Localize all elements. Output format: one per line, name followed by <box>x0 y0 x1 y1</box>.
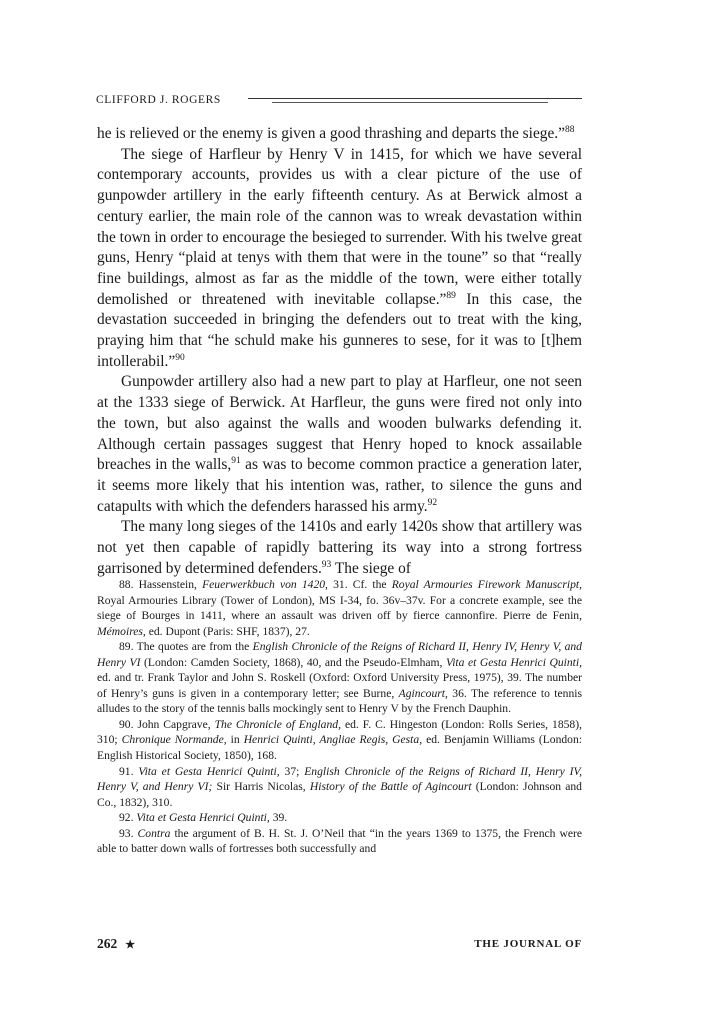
paragraph-2-text-b: In this case, the devastation succeeded in bringing the defenders out to treat with the king, praying him that “he schuld make his gunneres to sese, for it was to [t]hem intollerabil.” <box>97 290 582 370</box>
fn91-part: Sir Harris Nicolas, <box>212 780 310 794</box>
fn91-part: 37; <box>279 764 305 778</box>
fn93-title: Contra <box>137 826 171 840</box>
page-footer <box>97 936 582 956</box>
header-rule-upper <box>248 98 582 99</box>
fn90-part: 90. John Capgrave, <box>119 717 215 731</box>
fn90-part: ed. Benjamin Williams (London: English Historical Society, 1850), 168. <box>97 733 582 763</box>
fn90-title: Chronique Normande, <box>121 733 227 747</box>
fn88-part: ed. Dupont (Paris: SHF, 1837), 27. <box>145 624 310 638</box>
paragraph-4-text-a: The many long sieges of the 1410s and early 1420s show that artillery was not yet then capable of rapidly battering its way into a strong fortress garrisoned by determined defenders. <box>97 518 582 577</box>
page-number: 262 <box>97 936 118 951</box>
fn91-title: History of the Battle of Agincourt <box>309 780 472 794</box>
fn88-part: 31. Cf. the <box>327 578 392 591</box>
paragraph-1-text: he is relieved or the enemy is given a good thrashing and departs the siege.” <box>97 125 565 142</box>
footnote-89 <box>97 639 582 717</box>
paragraph-3 <box>97 372 582 517</box>
fn90-title: The Chronicle of England, <box>214 717 341 731</box>
fn91-title: Vita et Gesta Henrici Quinti, <box>138 764 280 778</box>
fn88-part: Royal Armouries Library (Tower of London), MS I-34, fo. 36v–37v. For a concrete example, see the siege of Bourges in 1411, where an assault was driven off by fierce cannonfire. Pierre de Fenin, <box>97 593 582 623</box>
fn92-title: Vita et Gesta Henrici Quinti, <box>136 811 270 825</box>
fn88-title: Royal Armouries Firework Manuscript, <box>391 578 582 591</box>
paragraph-4 <box>97 517 582 579</box>
fn90-part: in <box>226 733 244 747</box>
fn89-title: Agincourt, <box>398 686 448 700</box>
footnote-88 <box>97 577 582 639</box>
fn90-part: ed. F. C. Hingeston (London: Rolls Series, 1858), 310; <box>97 717 582 747</box>
footnote-ref-93[interactable]: 93 <box>321 559 332 570</box>
fn91-part: (London: Johnson and Co., 1832), 310. <box>97 780 582 809</box>
paragraph-2 <box>97 145 582 373</box>
fn92-part: 39. <box>269 811 288 825</box>
footnote-91 <box>97 764 582 811</box>
fn93-part: 93. <box>119 826 138 840</box>
paragraph-3-text-b: as was to become common practice a generation later, it seems more likely that his intention was, rather, to silence the guns and catapults with which the defenders harassed his army. <box>97 456 583 515</box>
paragraph-2-text-a: The siege of Harfleur by Henry V in 1415, for which we have several contemporary accounts, provides us with a clear picture of the use of gunpowder artillery in the early fifteenth century. As at Berwick almost a century earlier, the main role of the cannon was to wreak devastation within the town in order to encourage the besieged to surrender. With his twelve great guns, Henry “plaid at tenys with them that were in the toune” so that “really fine buildings, almost as far as the middle of the town, were either totally demolished or threatened with inevitable collapse.” <box>97 145 582 308</box>
fn89-title: Vita et Gesta Henrici Quinti, <box>445 655 582 669</box>
paragraph-3-text-a: Gunpowder artillery also had a new part to play at Harfleur, one not seen at the 1333 siege of Berwick. At Harfleur, the guns were fired not only into the town, but also against the walls and wooden bulwarks defending it. Although certain passages suggest that Henry hoped to knock assailable breaches in the walls, <box>97 373 582 474</box>
footnotes <box>97 577 582 857</box>
footnote-ref-90[interactable]: 90 <box>175 352 185 363</box>
fn88-part: 88. Hassenstein, <box>119 578 203 591</box>
star-icon: ★ <box>125 939 136 951</box>
footnote-ref-92[interactable]: 92 <box>427 497 438 508</box>
fn89-part: (London: Camden Society, 1868), 40, and the Pseudo-Elmham, <box>140 655 446 669</box>
footnote-ref-89[interactable]: 89 <box>446 290 456 301</box>
footnote-93 <box>97 826 582 857</box>
fn90-title: Henrici Quinti, Angliae Regis, Gesta, <box>243 733 423 747</box>
fn93-part: the argument of B. H. St. J. O’Neil that “in the years 1369 to 1375, the French were able to batter down walls of fortresses both successfully and <box>97 826 583 856</box>
fn88-title: Mémoires, <box>97 624 146 638</box>
fn89-part: ed. and tr. Frank Taylor and John S. Roskell (Oxford: Oxford University Press, 1975), 39. The number of Henry’s guns is given in a contemporary letter; see Burne, <box>97 671 582 700</box>
running-header <box>96 92 582 112</box>
header-rule-lower <box>272 102 548 103</box>
footnote-ref-88[interactable]: 88 <box>565 125 575 135</box>
running-head-author: CLIFFORD J. ROGERS <box>96 94 221 106</box>
footnote-ref-91[interactable]: 91 <box>231 456 241 467</box>
fn88-title: Feuerwerkbuch von 1420, <box>202 578 328 591</box>
journal-title: THE JOURNAL OF <box>474 938 582 950</box>
fn91-title: English Chronicle of the Reigns of Richard II, Henry IV, Henry V, and Henry VI; <box>97 764 582 794</box>
fn91-part: 91. <box>119 764 139 778</box>
fn92-part: 92. <box>119 811 137 825</box>
paragraph-4-text-b: The siege of <box>331 559 411 577</box>
page-number-block <box>97 936 135 952</box>
footnote-90 <box>97 717 582 764</box>
main-text <box>97 124 582 579</box>
fn89-part: 89. The quotes are from the <box>119 640 253 654</box>
footnote-92 <box>97 810 582 826</box>
fn89-part: 36. The reference to tennis alludes to the story of the tennis balls mockingly sent to Henry V by the French Dauphin. <box>97 686 582 716</box>
fn89-title: English Chronicle of the Reigns of Richard II, Henry IV, Henry V, and Henry VI <box>97 640 582 669</box>
paragraph-1 <box>97 124 582 145</box>
